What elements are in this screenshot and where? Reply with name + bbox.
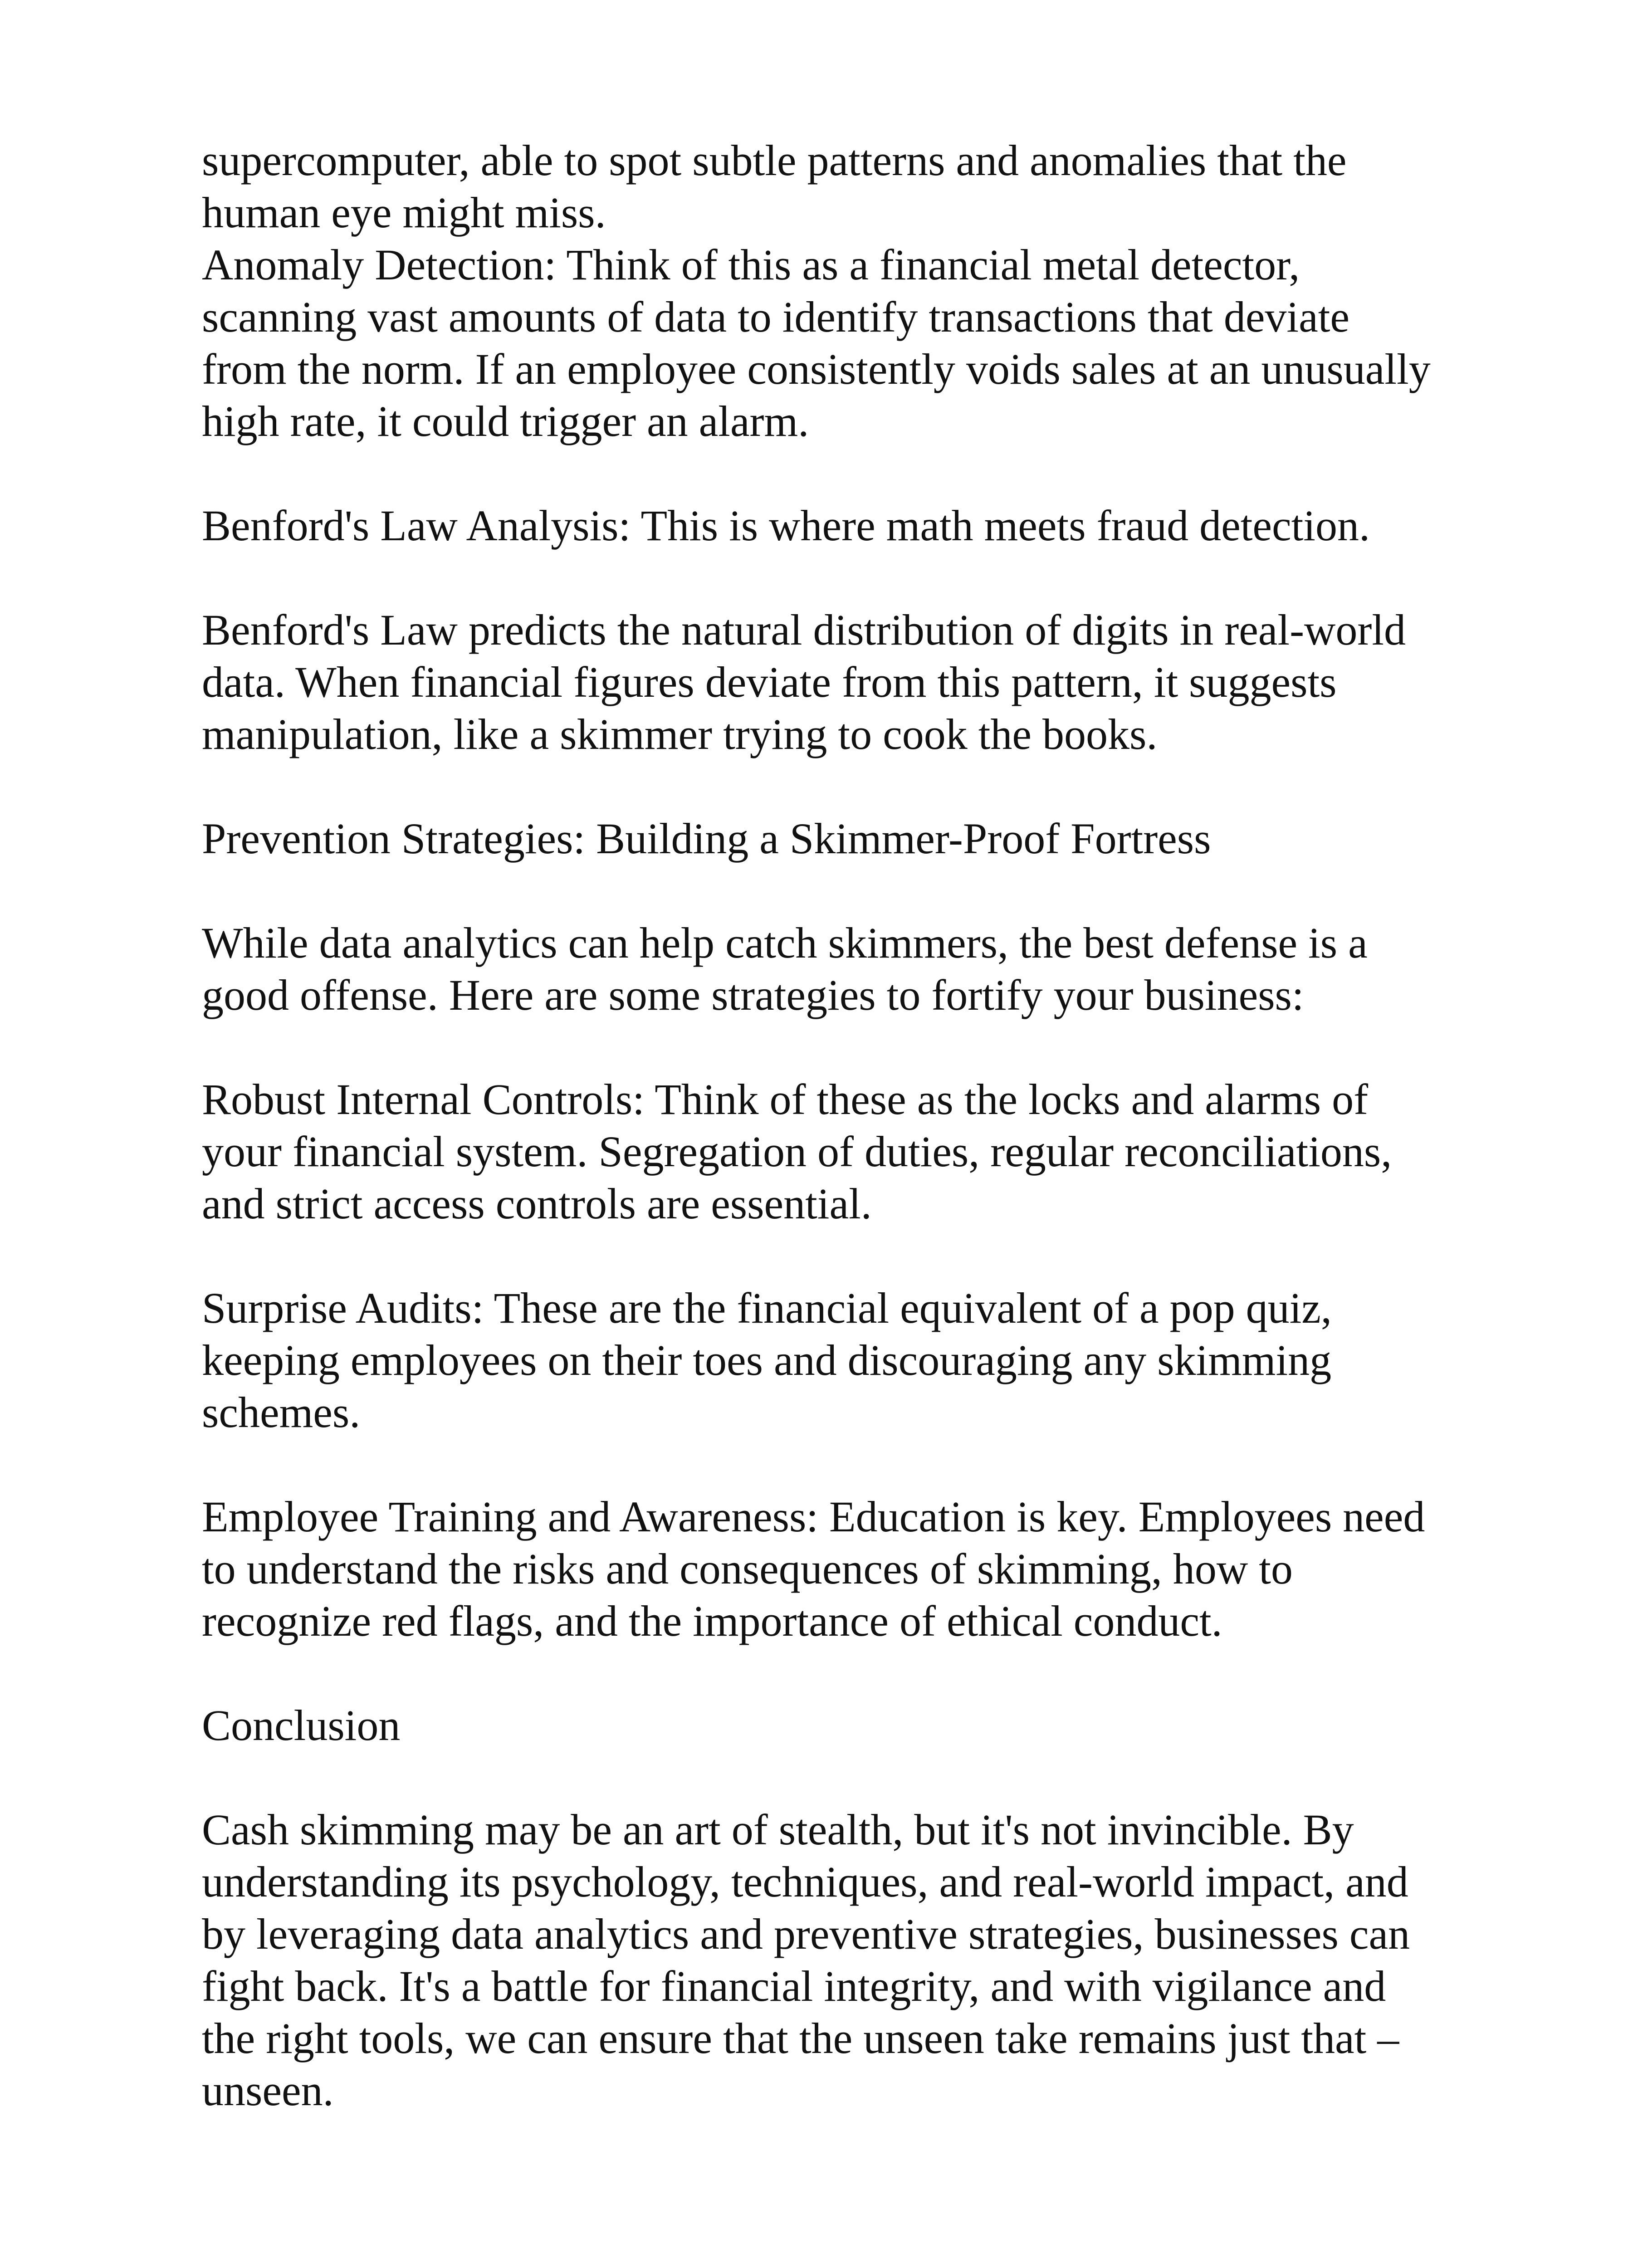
- text-line: from the norm. If an employee consistently voids sales at an unusually: [202, 345, 1431, 393]
- text-line: supercomputer, able to spot subtle patterns and anomalies that the: [202, 136, 1347, 185]
- text-line: manipulation, like a skimmer trying to cook the books.: [202, 710, 1158, 758]
- text-line: Surprise Audits: These are the financial equivalent of a pop quiz,: [202, 1284, 1332, 1332]
- text-line: Robust Internal Controls: Think of these as the locks and alarms of: [202, 1075, 1369, 1124]
- paragraph-supercomputer: [202, 134, 1517, 239]
- paragraph-data-analytics: [202, 917, 1517, 1021]
- paragraph-employee-training: [202, 1491, 1517, 1647]
- text-line: Conclusion: [202, 1701, 401, 1750]
- text-line: schemes.: [202, 1388, 361, 1437]
- text-line: and strict access controls are essential.: [202, 1179, 872, 1228]
- paragraph-anomaly-detection: [202, 239, 1517, 447]
- page-body-text: [202, 134, 1517, 2169]
- text-line: high rate, it could trigger an alarm.: [202, 397, 809, 445]
- text-line: Benford's Law predicts the natural distribution of digits in real-world: [202, 606, 1406, 654]
- paragraph-benford-law: [202, 604, 1517, 760]
- paragraph-surprise-audits: [202, 1282, 1517, 1438]
- paragraph-conclusion: [202, 1804, 1517, 2116]
- text-line: Employee Training and Awareness: Education is key. Employees need: [202, 1492, 1425, 1541]
- text-line: the right tools, we can ensure that the unseen take remains just that –: [202, 2014, 1399, 2063]
- text-line: by leveraging data analytics and preventive strategies, businesses can: [202, 1910, 1410, 1958]
- text-line: to understand the risks and consequences of skimming, how to: [202, 1545, 1293, 1593]
- paragraph-benford-analysis: [202, 499, 1517, 552]
- text-line: human eye might miss.: [202, 188, 606, 237]
- section-heading-prevention: [202, 812, 1517, 865]
- text-line: unseen.: [202, 2066, 334, 2115]
- text-line: understanding its psychology, techniques, and real-world impact, and: [202, 1857, 1408, 1906]
- text-line: good offense. Here are some strategies to fortify your business:: [202, 971, 1304, 1019]
- text-line: scanning vast amounts of data to identify transactions that deviate: [202, 293, 1349, 341]
- text-line: keeping employees on their toes and discouraging any skimming: [202, 1336, 1332, 1384]
- text-line: Cash skimming may be an art of stealth, but it's not invincible. By: [202, 1805, 1354, 1854]
- text-line: While data analytics can help catch skimmers, the best defense is a: [202, 919, 1368, 967]
- text-line: Prevention Strategies: Building a Skimmer-Proof Fortress: [202, 814, 1211, 863]
- text-line: fight back. It's a battle for financial integrity, and with vigilance and: [202, 1962, 1386, 2010]
- text-line: Benford's Law Analysis: This is where math meets fraud detection.: [202, 501, 1370, 550]
- text-line: recognize red flags, and the importance of ethical conduct.: [202, 1597, 1222, 1645]
- paragraph-internal-controls: [202, 1073, 1517, 1230]
- text-line: data. When financial figures deviate from this pattern, it suggests: [202, 658, 1337, 706]
- text-line: Anomaly Detection: Think of this as a financial metal detector,: [202, 240, 1300, 289]
- text-line: your financial system. Segregation of duties, regular reconciliations,: [202, 1127, 1392, 1176]
- section-heading-conclusion: [202, 1699, 1517, 1751]
